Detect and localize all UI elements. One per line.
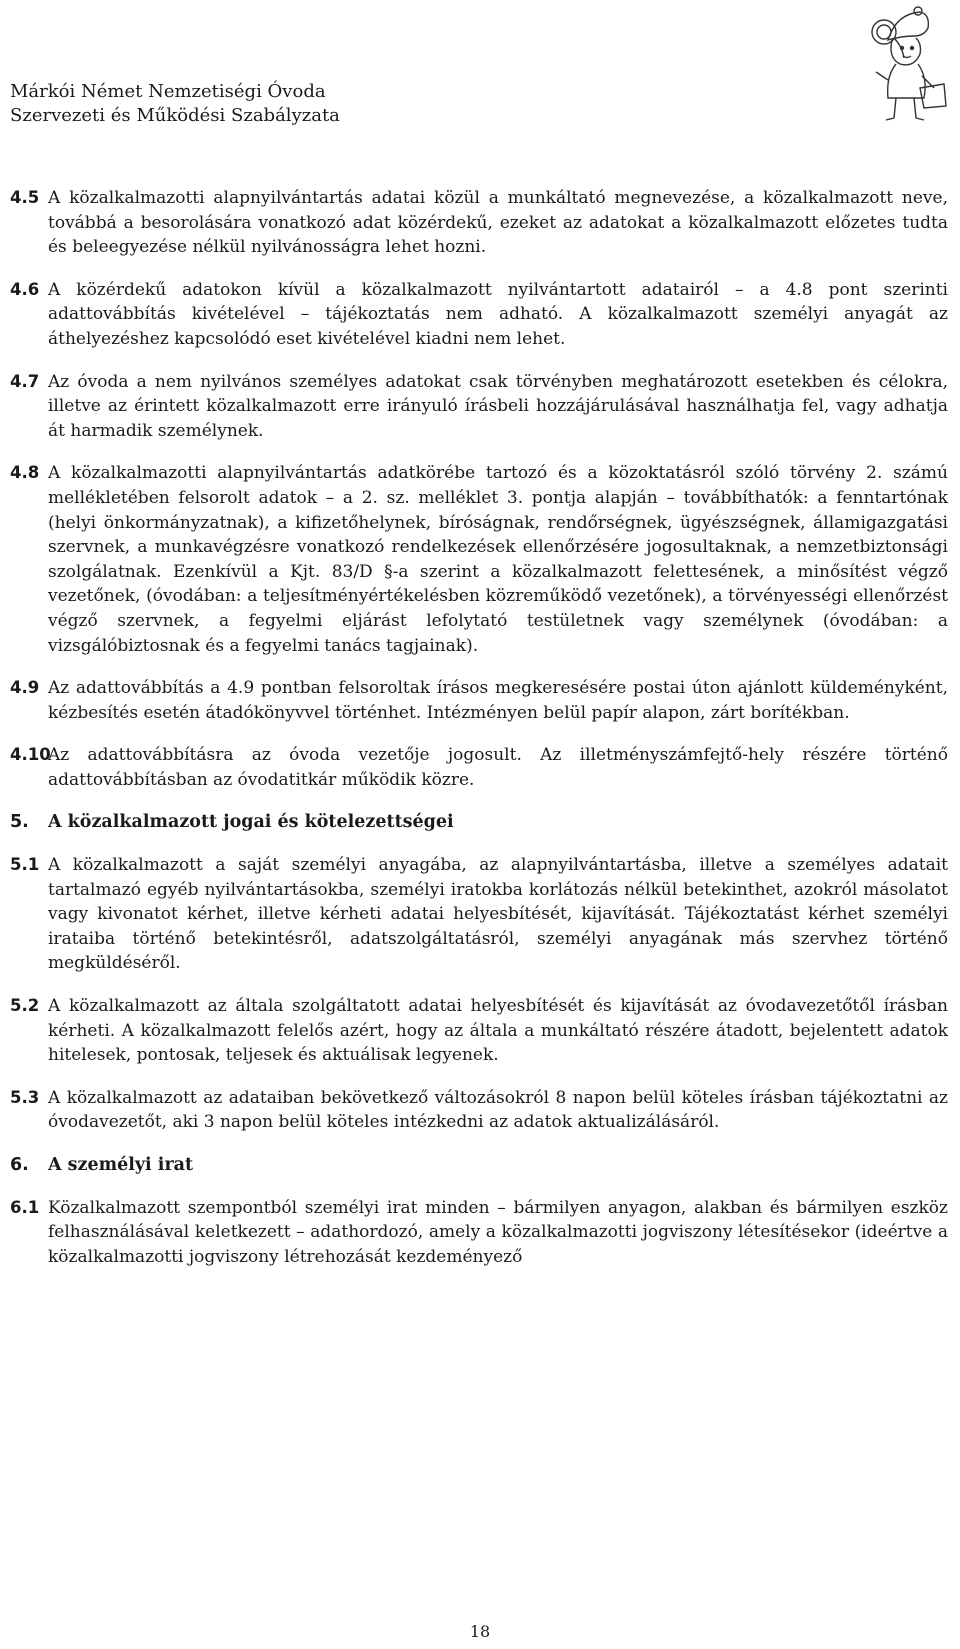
- paragraph-text: A közalkalmazotti alapnyilvántartás adatai közül a munkáltató megnevezése, a közalkalmazott neve, továbbá a besorolására vonatkozó adat közérdekű, ezeket az adatokat a közalkalmazott előzetes tudta és beleegyezése nélkül nyilvánosságra lehet hozni.: [48, 188, 948, 258]
- paragraph-text: Közalkalmazott szempontból személyi irat minden – bármilyen anyagon, alakban és bármilyen eszköz felhasználásával keletkezett – adathordozó, amely a közalkalmazotti jogviszony létesítésekor (ideértve a közalkalmazotti jogviszony létrehozását kezdeményező: [48, 1197, 948, 1267]
- paragraph-text: A közalkalmazott az általa szolgáltatott adatai helyesbítését és kijavítását az óvodavezetőtől írásban kérheti. A közalkalmazott felelős azért, hogy az általa a munkáltató részére átadott, bejelentett adatok hitelesek, pontosak, teljesek és aktuálisak legyenek.: [48, 996, 948, 1066]
- section-5-2: [10, 994, 948, 1068]
- section-4-10: [10, 743, 948, 792]
- paragraph-number: 5.3: [10, 1087, 40, 1107]
- heading-text: A személyi irat: [48, 1155, 194, 1175]
- heading-number: 6.: [10, 1155, 29, 1175]
- section-4-6: [10, 278, 948, 352]
- document-body: [10, 186, 948, 1287]
- paragraph-number: 4.8: [10, 463, 40, 483]
- page-number: 18: [469, 1622, 491, 1641]
- paragraph-number: 4.10: [10, 745, 51, 765]
- paragraph-text: A közalkalmazott az adataiban bekövetkező változásokról 8 napon belül köteles írásban tájékoztatni az óvodavezetőt, aki 3 napon belül köteles intézkedni az adatok aktualizálásáról.: [48, 1087, 948, 1133]
- section-4-7: [10, 370, 948, 444]
- paragraph-text: A közalkalmazott a saját személyi anyagába, az alapnyilvántartásba, illetve a személyes adatait tartalmazó egyéb nyilvántartásokba, személyi iratokba korlátozás nélkül betekinthet, azokról másolatot vagy kivonatot kérhet, illetve kérheti adatai helyesbítését, kijavítását. Tájékoztatást kérhet személyi irataiba történő betekintésről, adatszolgáltatásról, személyi anyagának más szervhez történő megküldéséről.: [48, 855, 948, 974]
- child-with-horn-drawing-icon: [858, 2, 954, 128]
- paragraph-text: A közalkalmazotti alapnyilvántartás adatkörébe tartozó és a közoktatásról szóló törvény 2. számú mellékletében felsorolt adatok – a 2. sz. melléklet 3. pontja alapján – továbbíthatók: a fenntartónak (helyi önkormányzatnak), a kifizetőhelynek, bíróságnak, rendőrségnek, ügyészségnek, államigazgatási szervnek, a munkavégzésre vonatkozó rendelkezések ellenőrzésére jogosultaknak, a nemzetbiztonsági szolgálatnak. Ezenkívül a Kjt. 83/D §-a szerint a közalkalmazott felettesének, a minősítést végző vezetőnek, (óvodában: a teljesítményértékelésben közreműködő vezetőnek), a törvényességi ellenőrzést végző szervnek, a fegyelmi eljárást lefolytató testületnek vagy személynek (óvodában: a vizsgálóbiztosnak és a fegyelmi tanács tagjainak).: [48, 463, 948, 656]
- section-4-5: [10, 186, 948, 260]
- heading-number: 5.: [10, 812, 29, 833]
- section-6-1: [10, 1196, 948, 1270]
- paragraph-number: 5.1: [10, 855, 40, 875]
- section-4-9: [10, 676, 948, 725]
- paragraph-text: Az adattovábbítás a 4.9 pontban felsoroltak írásos megkeresésére postai úton ajánlott küldeményként, kézbesítés esetén átadókönyvvel történhet. Intézményen belül papír alapon, zárt borítékban.: [48, 678, 948, 723]
- paragraph-number: 5.2: [10, 996, 40, 1016]
- section-5-1: [10, 853, 948, 976]
- header-institution: Márkói Német Nemzetiségi Óvoda: [10, 81, 326, 102]
- paragraph-text: A közérdekű adatokon kívül a közalkalmazott nyilvántartott adatairól – a 4.8 pont szerinti adattovábbítás kivételével – tájékoztatás nem adható. A közalkalmazott személyi anyagát az áthelyezéshez kapcsolódó eset kivételével kiadni nem lehet.: [48, 279, 948, 349]
- paragraph-text: Az óvoda a nem nyilvános személyes adatokat csak törvényben meghatározott esetekben és célokra, illetve az érintett közalkalmazott erre irányuló írásbeli hozzájárulásával használhatja fel, vagy adhatja át harmadik személynek.: [48, 371, 948, 441]
- section-5-3: [10, 1086, 948, 1135]
- section-heading-5: [10, 810, 948, 835]
- paragraph-text: Az adattovábbításra az óvoda vezetője jogosult. Az illetményszámfejtő-hely részére történő adattovábbításban az óvodatitkár működik közre.: [48, 745, 948, 790]
- section-heading-6: [10, 1153, 948, 1178]
- document-header: [10, 80, 340, 128]
- header-document-title: Szervezeti és Működési Szabályzata: [10, 105, 340, 126]
- section-4-8: [10, 461, 948, 658]
- heading-text: A közalkalmazott jogai és kötelezettségei: [48, 812, 454, 833]
- paragraph-number: 4.7: [10, 371, 40, 391]
- paragraph-number: 4.6: [10, 279, 40, 299]
- paragraph-number: 4.5: [10, 188, 40, 207]
- paragraph-number: 4.9: [10, 678, 40, 698]
- paragraph-number: 6.1: [10, 1197, 40, 1217]
